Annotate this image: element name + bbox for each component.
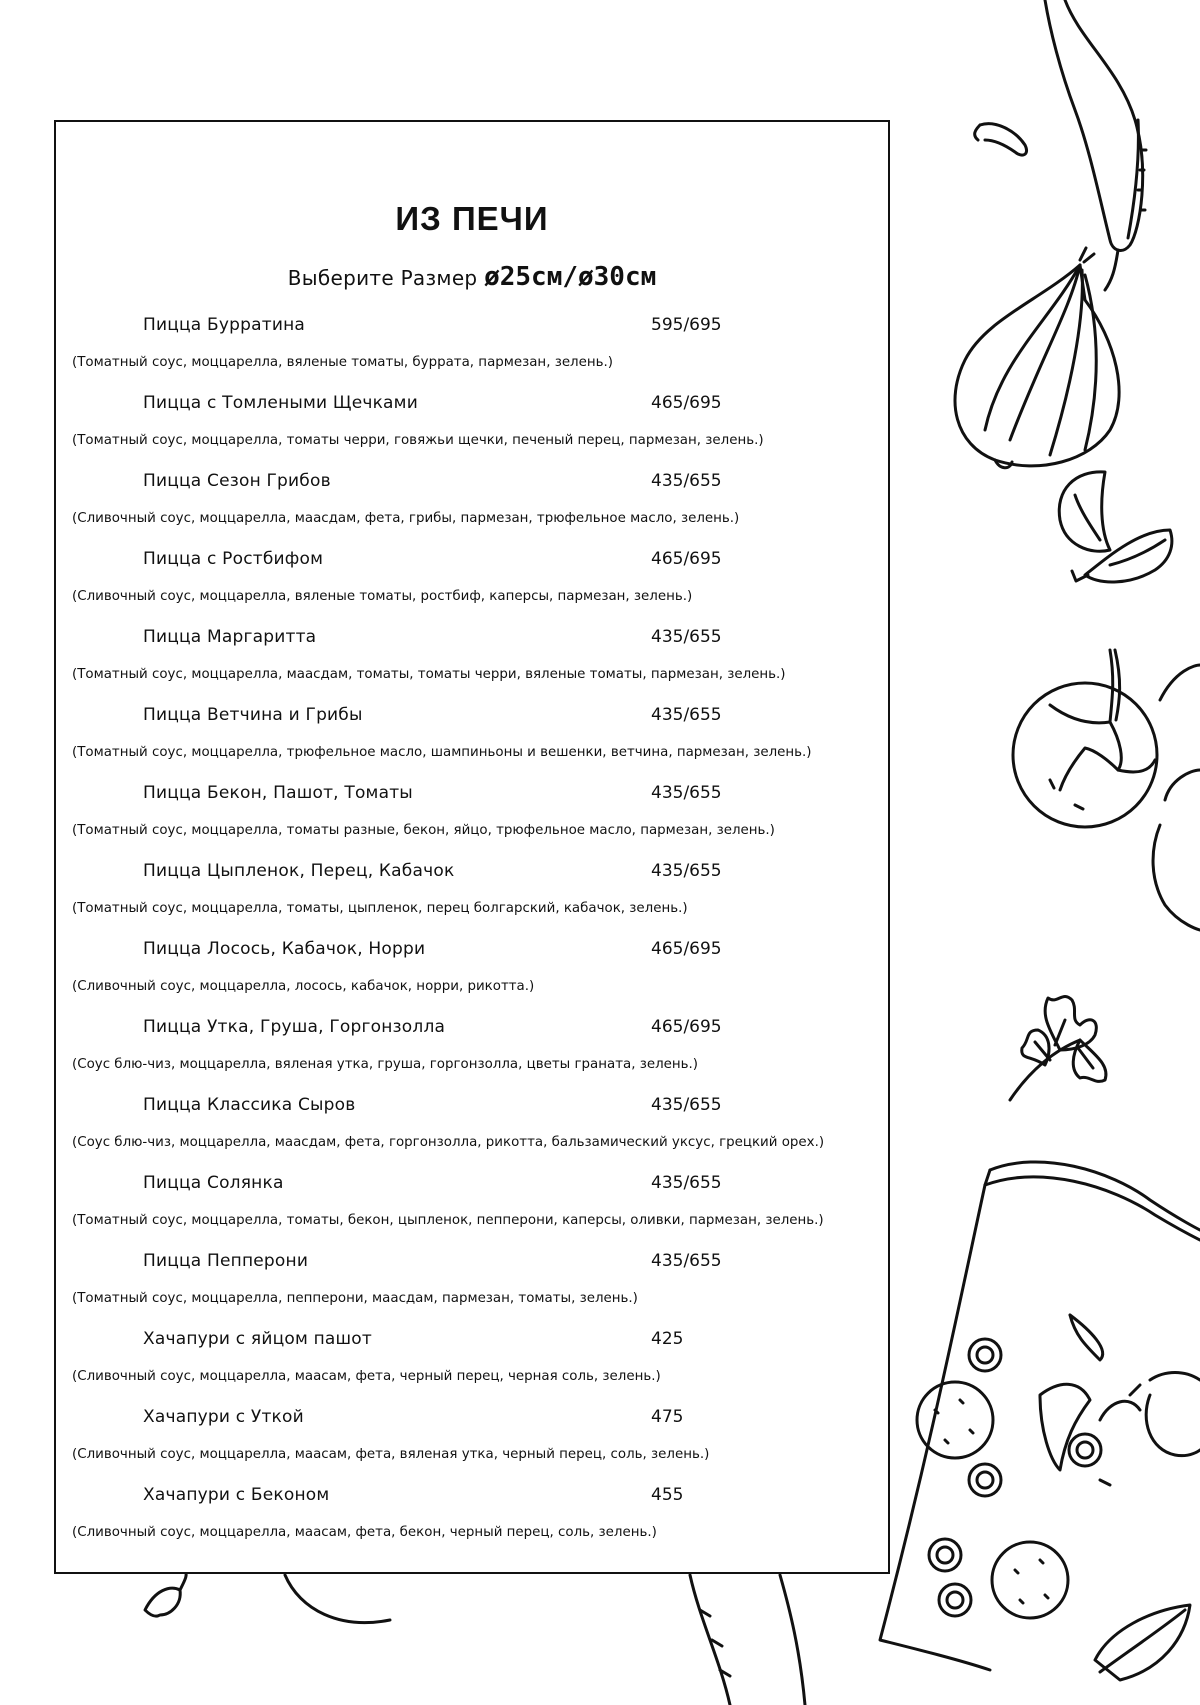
size-label: Выберите Размер	[287, 266, 485, 290]
item-price: 435/655	[651, 861, 722, 881]
menu-item	[56, 1092, 888, 1170]
menu-item	[56, 624, 888, 702]
item-description: (Соус блю-чиз, моццарелла, маасдам, фета, горгонзолла, рикотта, бальзамический уксус, грецкий орех.)	[72, 1135, 825, 1150]
item-price: 465/695	[651, 939, 722, 959]
size-values: ø25см/ø30см	[484, 262, 657, 292]
item-name: Пицца Солянка	[143, 1173, 284, 1193]
menu-frame	[54, 120, 890, 1574]
item-price: 435/655	[651, 1251, 722, 1271]
menu-item	[56, 936, 888, 1014]
item-price: 475	[651, 1407, 684, 1427]
menu-items-list	[56, 312, 888, 1560]
item-price: 465/695	[651, 393, 722, 413]
item-description: (Сливочный соус, моццарелла, вяленые томаты, ростбиф, каперсы, пармезан, зелень.)	[72, 589, 693, 604]
item-name: Пицца Бекон, Пашот, Томаты	[143, 783, 413, 803]
item-name: Хачапури с яйцом пашот	[143, 1329, 372, 1349]
menu-item	[56, 780, 888, 858]
menu-item	[56, 1248, 888, 1326]
garlic-icon	[1059, 472, 1172, 582]
item-price: 435/655	[651, 1095, 722, 1115]
menu-item	[56, 1014, 888, 1092]
menu-item	[56, 468, 888, 546]
item-description: (Томатный соус, моццарелла, трюфельное масло, шампиньоны и вешенки, ветчина, пармезан, зелень.)	[72, 745, 812, 760]
item-name: Пицца Утка, Груша, Горгонзолла	[143, 1017, 446, 1037]
item-name: Пицца Лосось, Кабачок, Норри	[143, 939, 426, 959]
item-price: 465/695	[651, 1017, 722, 1037]
item-description: (Томатный соус, моццарелла, пепперони, маасдам, пармезан, томаты, зелень.)	[72, 1291, 638, 1306]
item-name: Пицца Ветчина и Грибы	[143, 705, 363, 725]
menu-item	[56, 390, 888, 468]
onion-icon	[955, 248, 1119, 468]
item-name: Пицца Маргаритта	[143, 627, 317, 647]
item-description: (Сливочный соус, моццарелла, маасдам, фета, грибы, пармезан, трюфельное масло, зелень.)	[72, 511, 740, 526]
chili-flake-icon	[975, 124, 1027, 155]
leaf-icon	[1095, 1605, 1190, 1680]
item-description: (Соус блю-чиз, моццарелла, вяленая утка, груша, горгонзолла, цветы граната, зелень.)	[72, 1057, 698, 1072]
item-description: (Томатный соус, моццарелла, томаты, бекон, цыпленок, пепперони, каперсы, оливки, пармезан, зелень.)	[72, 1213, 824, 1228]
menu-item	[56, 1326, 888, 1404]
pepper-tail-icon	[145, 1570, 805, 1705]
item-description: (Томатный соус, моццарелла, томаты, цыпленок, перец болгарский, кабачок, зелень.)	[72, 901, 688, 916]
item-description: (Томатный соус, моццарелла, томаты разные, бекон, яйцо, трюфельное масло, пармезан, зелень.)	[72, 823, 775, 838]
item-description: (Сливочный соус, моццарелла, маасам, фета, черный перец, черная соль, зелень.)	[72, 1369, 661, 1384]
item-price: 435/655	[651, 627, 722, 647]
menu-item	[56, 312, 888, 390]
chili-pepper-icon	[1045, 0, 1146, 290]
pizza-slice-icon	[880, 1162, 1200, 1670]
item-name: Пицца Бурратина	[143, 315, 306, 335]
item-description: (Сливочный соус, моццарелла, лосось, кабачок, норри, рикотта.)	[72, 979, 535, 994]
menu-item	[56, 702, 888, 780]
item-name: Хачапури с Беконом	[143, 1485, 330, 1505]
item-name: Пицца с Томлеными Щечками	[143, 393, 418, 413]
menu-item	[56, 1170, 888, 1248]
menu-item	[56, 1404, 888, 1482]
item-price: 435/655	[651, 1173, 722, 1193]
item-price: 435/655	[651, 471, 722, 491]
item-price: 465/695	[651, 549, 722, 569]
size-selector-line	[56, 262, 888, 292]
item-name: Пицца Пепперони	[143, 1251, 309, 1271]
menu-item	[56, 546, 888, 624]
item-price: 435/655	[651, 783, 722, 803]
item-price: 455	[651, 1485, 684, 1505]
item-description: (Сливочный соус, моццарелла, маасам, фета, вяленая утка, черный перец, соль, зелень.)	[72, 1447, 710, 1462]
item-price: 595/695	[651, 315, 722, 335]
item-description: (Томатный соус, моццарелла, томаты черри, говяжьи щечки, печеный перец, пармезан, зелень.)	[72, 433, 764, 448]
item-price: 425	[651, 1329, 684, 1349]
item-name: Пицца с Ростбифом	[143, 549, 324, 569]
item-price: 435/655	[651, 705, 722, 725]
item-description: (Сливочный соус, моццарелла, маасам, фета, бекон, черный перец, соль, зелень.)	[72, 1525, 657, 1540]
item-name: Пицца Классика Сыров	[143, 1095, 356, 1115]
item-description: (Томатный соус, моццарелла, вяленые томаты, буррата, пармезан, зелень.)	[72, 355, 613, 370]
tomato-icon	[1013, 650, 1200, 930]
menu-item	[56, 1482, 888, 1560]
item-name: Хачапури с Уткой	[143, 1407, 304, 1427]
item-name: Пицца Сезон Грибов	[143, 471, 331, 491]
parsley-icon	[1010, 996, 1106, 1100]
item-description: (Томатный соус, моццарелла, маасдам, томаты, томаты черри, вяленые томаты, пармезан, зелень.)	[72, 667, 786, 682]
menu-title: ИЗ ПЕЧИ	[395, 200, 549, 237]
item-name: Пицца Цыпленок, Перец, Кабачок	[143, 861, 455, 881]
menu-item	[56, 858, 888, 936]
